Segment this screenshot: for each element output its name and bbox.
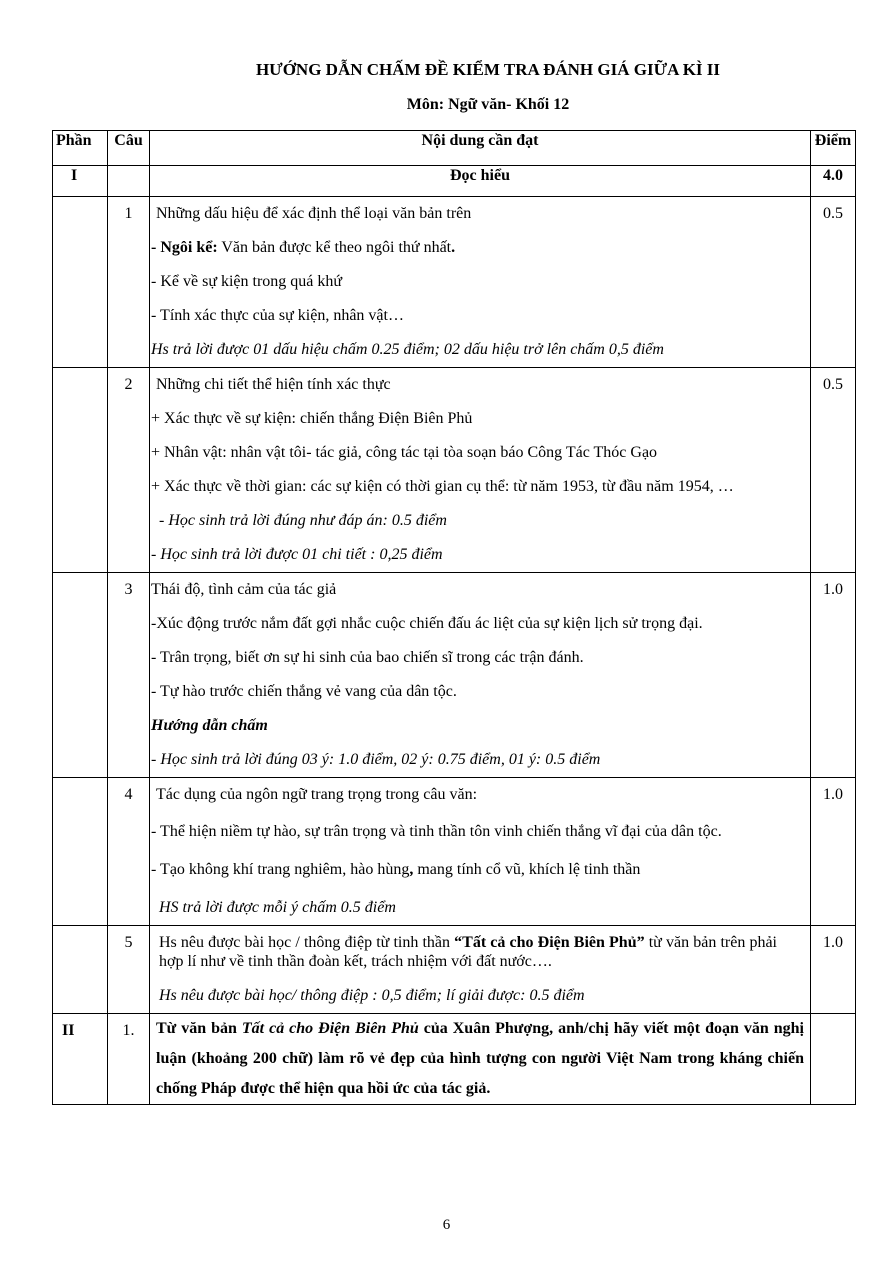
question-4-content <box>150 778 811 926</box>
page-number: 6 <box>442 1217 451 1233</box>
q2-line-3: + Nhân vật: nhân vật tôi- tác giả, công tác tại tòa soạn báo Công Tác Thóc Gạo <box>151 444 658 461</box>
q4-line-2: - Thể hiện niềm tự hào, sự trân trọng và tinh thần tôn vinh chiến thắng vĩ đại của dân tộc. <box>151 823 722 840</box>
section-2-row <box>53 1014 856 1105</box>
q3-line-2: -Xúc động trước nắm đất gợi nhắc cuộc chiến đấu ác liệt của sự kiện lịch sử trọng đại. <box>151 615 703 632</box>
q4-line-4: HS trả lời được mỗi ý chấm 0.5 điểm <box>159 899 396 916</box>
section-1-points: 4.0 <box>811 166 856 197</box>
question-4-number: 4 <box>108 778 150 926</box>
question-3-number: 3 <box>108 573 150 778</box>
question-4-row <box>53 778 856 926</box>
section-2-content: Từ văn bản Tất cả cho Điện Biên Phủ của Xuân Phượng, anh/chị hãy viết một đoạn văn nghị luận (khoảng 200 chữ) làm rõ vẻ đẹp của hình tượng con người Việt Nam trong kháng chiến chống Pháp được thể hiện qua hồi ức của tác giả. <box>150 1014 811 1105</box>
q3-line-4: - Tự hào trước chiến thắng vẻ vang của dân tộc. <box>151 683 457 700</box>
question-5-number: 5 <box>108 926 150 1014</box>
section-2-number: 1. <box>108 1014 150 1105</box>
q3-line-6: - Học sinh trả lời đúng 03 ý: 1.0 điểm, 02 ý: 0.75 điểm, 01 ý: 0.5 điểm <box>151 751 601 768</box>
q5-line-2: Hs nêu được bài học/ thông điệp : 0,5 điểm; lí giải được: 0.5 điểm <box>159 987 585 1004</box>
q4-line-3: - Tạo không khí trang nghiêm, hào hùng, mang tính cổ vũ, khích lệ tinh thần <box>151 861 641 878</box>
question-1-number: 1 <box>108 197 150 368</box>
q2-line-1: Những chi tiết thể hiện tính xác thực <box>156 376 391 393</box>
question-1-content <box>150 197 811 368</box>
question-5-points: 1.0 <box>811 926 856 1014</box>
question-2-points: 0.5 <box>811 368 856 573</box>
q2-line-5: - Học sinh trả lời đúng như đáp án: 0.5 điểm <box>159 512 447 529</box>
q2-line-4: + Xác thực về thời gian: các sự kiện có thời gian cụ thể: từ năm 1953, từ đầu năm 1954, … <box>151 478 734 495</box>
q1-line-3: - Kể về sự kiện trong quá khứ <box>151 273 343 290</box>
question-2-number: 2 <box>108 368 150 573</box>
q3-line-1: Thái độ, tình cảm của tác giả <box>151 581 337 598</box>
question-3-points: 1.0 <box>811 573 856 778</box>
question-3-content <box>150 573 811 778</box>
document-title: HƯỚNG DẪN CHẤM ĐỀ KIỂM TRA ĐÁNH GIÁ GIỮA KÌ II <box>255 60 721 79</box>
question-5-content <box>150 926 811 1014</box>
grading-table <box>52 130 856 1105</box>
q2-line-2: + Xác thực về sự kiện: chiến thắng Điện Biên Phủ <box>151 410 473 427</box>
q2-line-6: - Học sinh trả lời được 01 chi tiết : 0,25 điểm <box>151 546 443 563</box>
section-1-title: Đọc hiểu <box>150 166 811 197</box>
table-header-row <box>53 131 856 166</box>
document-subtitle: Môn: Ngữ văn- Khối 12 <box>406 96 570 113</box>
question-1-points: 0.5 <box>811 197 856 368</box>
section-1-phan: I <box>53 166 108 197</box>
header-phan: Phần <box>53 131 108 166</box>
question-5-row <box>53 926 856 1014</box>
q1-line-2: - Ngôi kể: Văn bản được kể theo ngôi thứ nhất. <box>151 239 456 256</box>
question-2-content <box>150 368 811 573</box>
q3-line-5: Hướng dẫn chấm <box>151 717 268 734</box>
question-2-row <box>53 368 856 573</box>
header-cau: Câu <box>108 131 150 166</box>
question-4-points: 1.0 <box>811 778 856 926</box>
section-2-phan: II <box>53 1014 108 1105</box>
header-diem: Điểm <box>811 131 856 166</box>
question-1-row <box>53 197 856 368</box>
q1-line-5: Hs trả lời được 01 dấu hiệu chấm 0.25 điểm; 02 dấu hiệu trở lên chấm 0,5 điểm <box>151 341 664 358</box>
q4-line-1: Tác dụng của ngôn ngữ trang trọng trong câu văn: <box>156 786 478 803</box>
section-1-row <box>53 166 856 197</box>
q1-line-1: Những dấu hiệu để xác định thể loại văn bản trên <box>156 205 472 222</box>
q3-line-3: - Trân trọng, biết ơn sự hi sinh của bao chiến sĩ trong các trận đánh. <box>151 649 584 666</box>
question-3-row <box>53 573 856 778</box>
q5-line-1: Hs nêu được bài học / thông điệp từ tinh thần “Tất cả cho Điện Biên Phủ” từ văn bản trên phải hợp lí như về tinh thần đoàn kết, trách nhiệm với đất nước…. <box>159 934 777 970</box>
header-noidung: Nội dung cần đạt <box>150 131 811 166</box>
q1-line-4: - Tính xác thực của sự kiện, nhân vật… <box>151 307 404 324</box>
